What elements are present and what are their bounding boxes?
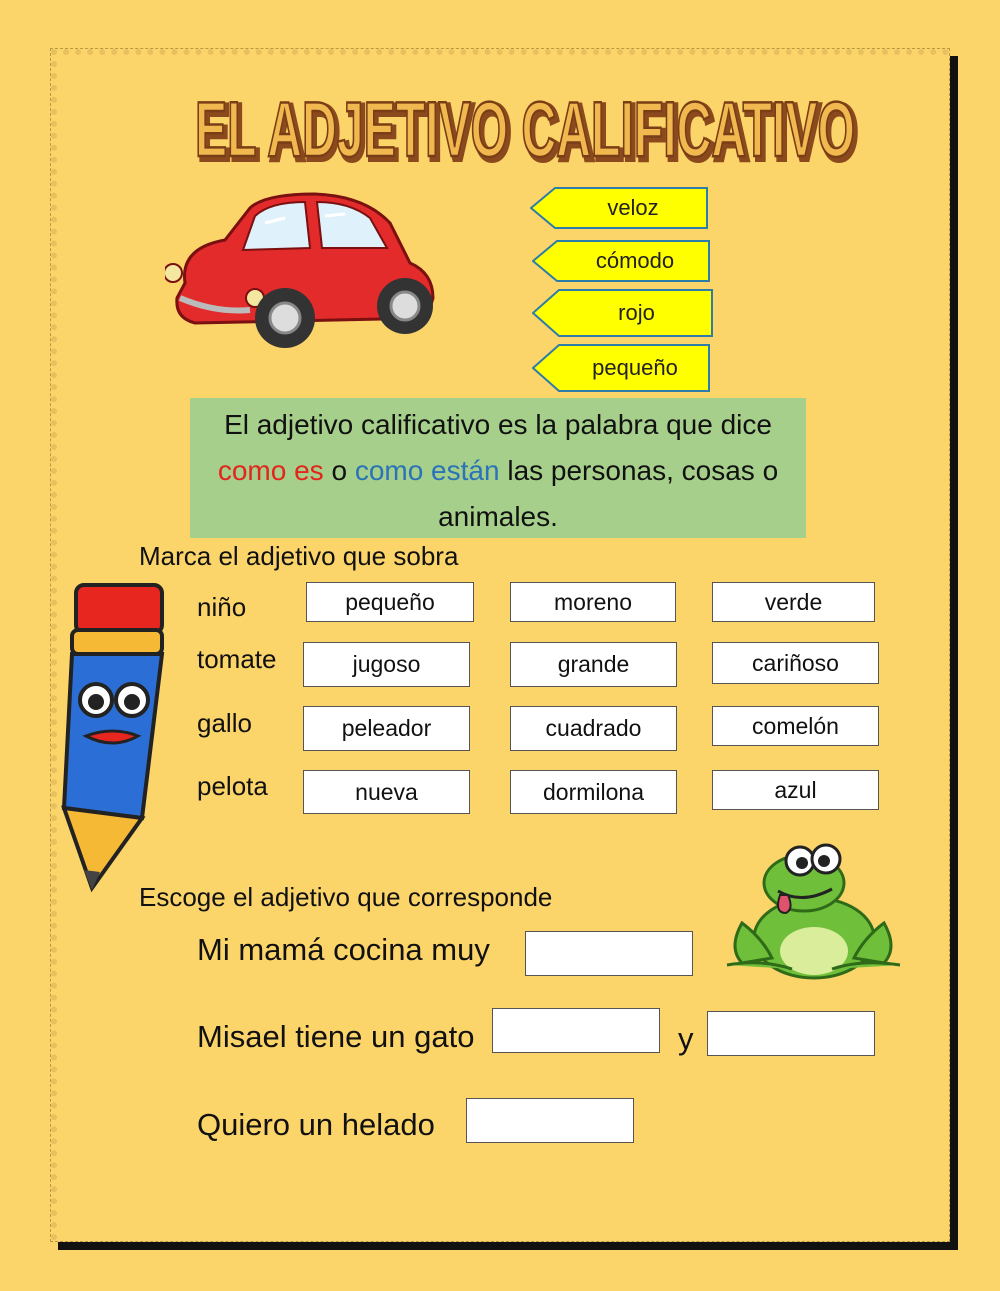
definition-text-1: El adjetivo calificativo es la palabra que dice — [224, 409, 772, 440]
answer-blank[interactable] — [707, 1011, 875, 1056]
option-box[interactable]: dormilona — [510, 770, 677, 814]
answer-blank[interactable] — [525, 931, 693, 976]
definition-box — [190, 398, 806, 538]
definition-text-2: o — [323, 455, 355, 486]
connector-y: y — [678, 1021, 694, 1056]
sentence-1: Mi mamá cocina muy — [197, 932, 490, 967]
definition-highlight-como-es: como es — [217, 455, 324, 486]
tag-pequeno — [532, 344, 710, 392]
option-box[interactable]: peleador — [303, 706, 470, 751]
noun-label: pelota — [197, 771, 268, 801]
option-box[interactable]: moreno — [510, 582, 676, 622]
exercise1-heading: Marca el adjetivo que sobra — [139, 541, 459, 571]
option-box[interactable]: cariñoso — [712, 642, 879, 684]
option-box[interactable]: jugoso — [303, 642, 470, 687]
sentence-3: Quiero un helado — [197, 1107, 435, 1142]
exercise2-heading: Escoge el adjetivo que corresponde — [139, 882, 553, 912]
tag-veloz — [530, 187, 708, 229]
option-box[interactable]: cuadrado — [510, 706, 677, 751]
option-box[interactable]: pequeño — [306, 582, 474, 622]
sentence-2: Misael tiene un gato — [197, 1019, 475, 1054]
tag-comodo — [532, 240, 710, 282]
tag-label: cómodo — [595, 248, 675, 273]
answer-blank[interactable] — [492, 1008, 660, 1053]
option-box[interactable]: grande — [510, 642, 677, 687]
definition-text-3: las personas, cosas o animales. — [438, 455, 779, 532]
red-car-illustration — [165, 188, 440, 358]
option-box[interactable]: nueva — [303, 770, 470, 814]
option-box[interactable]: azul — [712, 770, 879, 810]
definition-highlight-como-estan: como están — [354, 455, 500, 486]
pencil-illustration — [58, 580, 168, 898]
tag-rojo — [532, 289, 713, 337]
noun-label: gallo — [197, 708, 252, 738]
option-box[interactable]: comelón — [712, 706, 879, 746]
title-text: EL ADJETIVO CALIFICATIVO — [195, 85, 855, 170]
tag-label: rojo — [618, 300, 655, 325]
title-shadow: EL ADJETIVO CALIFICATIVO — [198, 88, 858, 170]
noun-label: tomate — [197, 644, 277, 674]
option-box[interactable]: verde — [712, 582, 875, 622]
worksheet-title — [185, 70, 865, 170]
noun-label: niño — [197, 592, 247, 622]
tag-label: veloz — [607, 195, 659, 220]
frog-illustration — [722, 843, 904, 991]
tag-label: pequeño — [592, 355, 678, 380]
answer-blank[interactable] — [466, 1098, 634, 1143]
